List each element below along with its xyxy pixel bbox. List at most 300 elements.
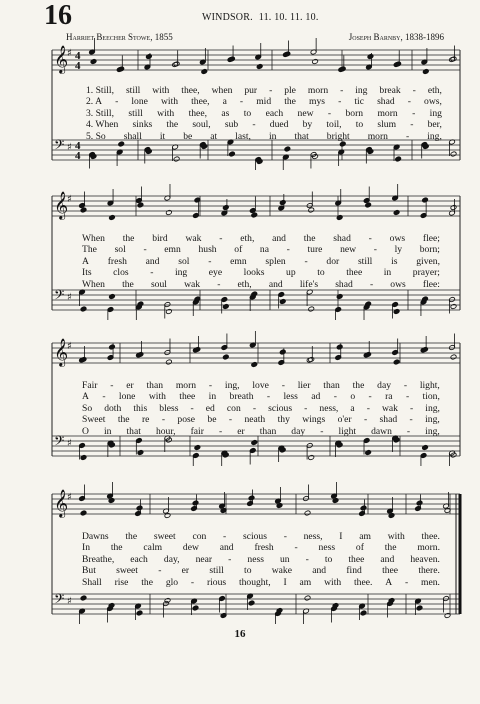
lyric-syllable: calm: [143, 542, 163, 554]
lyrics-block: [82, 233, 440, 290]
lyric-syllable: near: [195, 553, 213, 565]
lyric-syllable: ra: [385, 391, 393, 403]
lyric-syllable: ing: [429, 107, 442, 119]
verse-line: [82, 244, 440, 255]
lyric-syllable: scious: [268, 402, 293, 414]
lyric-syllable: er: [126, 380, 134, 391]
lyric-syllable: -: [412, 107, 416, 119]
lyric-syllable: shad: [333, 233, 351, 244]
page-number: 16: [234, 628, 246, 640]
lyric-syllable: of: [355, 542, 364, 554]
lyric-syllable: Its: [82, 267, 92, 279]
lyric-syllable: to: [324, 553, 333, 565]
lyric-syllable: shad: [379, 414, 398, 426]
lyric-syllable: with: [148, 391, 166, 403]
lyric-syllable: -: [143, 244, 147, 256]
bass-clef-icon: 𝄢: [54, 433, 65, 452]
verse-line: [86, 85, 442, 96]
lyric-syllable: and: [380, 553, 395, 565]
verse-line: [82, 426, 440, 437]
lyric-syllable: mys: [309, 96, 326, 108]
lyric-syllable: in: [208, 391, 217, 403]
lyric-syllable: soul: [150, 278, 167, 290]
lyric-syllable: thee: [382, 565, 399, 577]
lyric-syllable: -: [404, 576, 409, 588]
lyric-syllable: con: [226, 402, 241, 414]
lyric-syllable: day: [291, 425, 306, 437]
lyric-syllable: lone: [118, 391, 136, 403]
lyric-syllable: sinks: [132, 119, 153, 131]
lyric-syllable: as: [221, 107, 230, 119]
lyric-syllable: with: [324, 576, 342, 588]
lyric-syllable: re: [141, 414, 150, 426]
lyric-syllable: -: [403, 380, 408, 391]
verse-line: [86, 108, 442, 119]
lyric-syllable: flee:: [422, 278, 440, 290]
lyric-syllable: find: [346, 565, 362, 577]
lyric-syllable: clos: [113, 267, 129, 279]
lyric-syllable: -: [368, 233, 372, 244]
lyric-syllable: born: [345, 107, 364, 119]
lyric-syllable: thee,: [191, 96, 210, 108]
lyric-syllable: dawn: [371, 425, 392, 437]
lyric-syllable: the: [284, 96, 296, 108]
lyric-syllable: eye: [208, 267, 223, 279]
lyric-syllable: glo: [165, 576, 179, 588]
lyric-syllable: -: [102, 391, 106, 403]
lyric-syllable: shad: [335, 278, 353, 290]
lyric-syllable: bright: [326, 130, 350, 142]
lyric-syllable: and: [312, 565, 327, 577]
sharp-icon: ♯: [67, 492, 72, 503]
lyric-syllable: eth,: [427, 85, 442, 96]
lyric-syllable: am: [359, 531, 371, 542]
lyric-syllable: ing,: [427, 130, 442, 142]
lyric-syllable: sweet: [153, 531, 176, 542]
lyric-syllable: So: [82, 402, 93, 414]
lyric-syllable: -: [409, 414, 413, 426]
lyric-syllable: heaven.: [410, 553, 440, 565]
lyric-syllable: o: [350, 391, 356, 403]
lyric-syllable: 3. Still,: [86, 107, 114, 119]
lyric-syllable: ing,: [224, 380, 240, 391]
lyric-syllable: to: [355, 119, 364, 131]
lyric-syllable: sol: [178, 255, 190, 267]
lyric-syllable: -: [208, 255, 212, 267]
lyric-syllable: wake: [271, 565, 292, 577]
lyrics-block: [82, 531, 440, 588]
lyric-syllable: eth,: [240, 233, 255, 244]
verse-line: [82, 233, 440, 244]
lyric-syllable: A: [82, 391, 89, 403]
lyric-syllable: bless: [159, 402, 179, 414]
lyric-syllable: by: [302, 119, 313, 131]
lyric-syllable: hush: [198, 244, 217, 256]
lyric-syllable: and: [219, 542, 234, 554]
lyric-syllable: looks: [243, 267, 265, 279]
sharp-icon: ♯: [67, 341, 72, 352]
lyric-syllable: thee.: [353, 576, 373, 588]
lyric-syllable: still: [128, 107, 143, 119]
verse-line: [82, 391, 440, 402]
lyric-syllable: to: [317, 267, 325, 279]
lyric-syllable: breath: [229, 391, 254, 403]
lyric-syllable: -: [369, 278, 374, 290]
lyric-syllable: a: [222, 96, 227, 108]
lyric-syllable: ture: [307, 244, 323, 256]
lyric-syllable: the: [141, 576, 153, 588]
lyric-syllable: -: [158, 565, 162, 577]
lyric-syllable: ing: [355, 85, 368, 96]
lyric-syllable: to: [243, 107, 252, 119]
treble-clef-icon: 𝄞: [54, 45, 69, 73]
lyric-syllable: -: [208, 380, 213, 391]
lyric-syllable: con: [192, 531, 207, 542]
lyric-syllable: na: [259, 244, 269, 256]
lyric-syllable: the: [352, 380, 365, 391]
lyric-syllable: with: [157, 107, 175, 119]
lyric-syllable: -: [190, 576, 195, 588]
lyric-syllable: er: [237, 425, 245, 437]
lyric-syllable: -: [266, 391, 271, 403]
verse-line: [82, 267, 440, 278]
lyric-syllable: be: [183, 130, 193, 142]
lyric-syllable: -: [228, 553, 232, 565]
lyric-syllable: day: [377, 380, 392, 391]
verse-line: [82, 256, 440, 267]
lyric-syllable: -: [327, 107, 332, 119]
verse-line: [86, 119, 442, 130]
sharp-icon: ♯: [67, 194, 72, 205]
lyric-syllable: -: [305, 553, 309, 565]
lyric-syllable: in: [268, 130, 277, 142]
lyric-syllable: light: [338, 425, 357, 437]
verse-line: [82, 531, 440, 542]
lyric-syllable: love: [252, 380, 269, 391]
lyric-syllable: up: [286, 267, 296, 279]
lyric-syllable: men.: [421, 576, 440, 588]
lyric-syllable: ows: [390, 278, 406, 290]
lyric-syllable: in: [383, 267, 392, 279]
lyric-syllable: tic: [354, 96, 364, 108]
lyric-syllable: is: [391, 255, 398, 267]
sharp-icon: ♯: [67, 292, 72, 303]
tune-line: [202, 12, 319, 23]
lyric-syllable: morn: [175, 380, 197, 391]
lyric-syllable: new: [340, 244, 357, 256]
time-signature-digit: 4: [75, 50, 81, 62]
lyric-syllable: ness,: [319, 402, 339, 414]
lyric-syllable: ows,: [424, 96, 442, 108]
lyric-syllable: Fair: [82, 380, 98, 391]
lyric-syllable: fair: [190, 425, 204, 437]
lyric-syllable: when: [211, 85, 233, 96]
lyric-syllable: -: [161, 414, 166, 426]
lyric-syllable: -: [407, 96, 411, 108]
lyric-syllable: -: [366, 402, 370, 414]
lyric-syllable: light,: [419, 380, 440, 391]
lyric-syllable: with: [160, 96, 179, 108]
lyric-syllable: ad: [311, 391, 321, 403]
lyric-syllable: ing,: [425, 425, 440, 437]
lyric-syllable: -: [363, 414, 368, 426]
lyric-syllable: and: [145, 255, 160, 267]
lyric-syllable: born;: [419, 244, 440, 256]
lyric-syllable: Dawns: [82, 531, 109, 542]
lyric-syllable: -: [412, 85, 416, 96]
lyric-syllable: pose: [177, 414, 195, 426]
treble-clef-icon: 𝄞: [54, 191, 69, 219]
lyric-syllable: -: [281, 380, 285, 391]
lyric-syllable: of: [234, 244, 243, 256]
lyric-syllable: -: [217, 278, 221, 290]
lyric-syllable: soul,: [192, 119, 211, 131]
lyric-syllable: with: [152, 85, 170, 96]
verse-line: [82, 542, 440, 553]
lyric-syllable: thee,: [181, 85, 200, 96]
treble-staff: [52, 489, 460, 518]
lyric-syllable: a: [350, 402, 355, 414]
lyric-syllable: than: [259, 425, 277, 437]
sharp-icon: ♯: [67, 142, 72, 153]
sharp-icon: ♯: [67, 438, 72, 449]
lyric-syllable: the: [125, 531, 138, 542]
time-signature-digit: 4: [75, 140, 81, 152]
lyric-syllable: -: [320, 425, 324, 437]
lyric-syllable: er: [181, 565, 190, 577]
lyric-syllable: morn.: [417, 542, 440, 554]
lyric-syllable: rious: [206, 576, 227, 588]
lyric-syllable: -: [150, 267, 154, 279]
lyric-syllable: -: [373, 244, 377, 256]
verse-line: [82, 279, 440, 290]
lyric-syllable: 5. So: [86, 130, 106, 142]
lyric-syllable: I: [283, 576, 287, 588]
lyric-syllable: new: [297, 107, 314, 119]
sharp-icon: ♯: [67, 48, 72, 59]
lyric-syllable: -: [405, 130, 410, 142]
verse-line: [86, 96, 442, 107]
lyric-syllable: -: [338, 96, 342, 108]
lyric-syllable: morn: [377, 107, 398, 119]
lyric-syllable: -: [228, 414, 233, 426]
lyric-syllable: -: [218, 425, 223, 437]
lyric-syllable: When: [82, 278, 105, 290]
lyric-syllable: and: [268, 278, 283, 290]
lyric-syllable: be: [207, 414, 217, 426]
verse-line: [82, 380, 440, 391]
lyric-syllable: ing: [174, 267, 188, 279]
lyrics-block: [82, 380, 440, 437]
lyric-syllable: pur: [244, 85, 258, 96]
lyric-syllable: ple: [284, 85, 296, 96]
bass-clef-icon: 𝄢: [54, 591, 65, 610]
lyric-syllable: -: [269, 85, 273, 96]
verse-line: [82, 565, 440, 576]
lyric-syllable: wings: [302, 414, 326, 426]
lyric-syllable: un: [279, 553, 290, 565]
composer-credit: Joseph Barnby, 1838-1896: [348, 32, 444, 42]
lyric-syllable: -: [304, 255, 308, 267]
bass-clef-icon: 𝄢: [54, 137, 65, 156]
time-signature-digit: 4: [75, 60, 81, 72]
lyric-syllable: shad: [377, 96, 395, 108]
lyric-syllable: -: [333, 391, 337, 403]
verse-line: [86, 131, 442, 142]
lyric-syllable: wak: [381, 402, 398, 414]
lyric-syllable: break: [379, 85, 401, 96]
lyric-syllable: still: [125, 85, 141, 96]
lyric-syllable: -: [286, 244, 290, 256]
lyric-syllable: this: [133, 402, 148, 414]
tune-name: WINDSOR.: [202, 12, 253, 23]
lyric-syllable: thee: [348, 553, 365, 565]
lyric-syllable: -: [410, 402, 414, 414]
lyric-syllable: o'er: [337, 414, 352, 426]
lyric-syllable: than: [323, 380, 340, 391]
lyric-syllable: 2. A: [86, 96, 102, 108]
lyric-syllable: given,: [416, 255, 440, 267]
lyric-syllable: that: [126, 425, 141, 437]
lyric-syllable: life's: [299, 278, 319, 290]
lyric-syllable: ing,: [425, 414, 440, 426]
lyric-syllable: splen: [265, 255, 286, 267]
lyric-syllable: at: [210, 130, 218, 142]
lyric-syllable: fresh: [107, 255, 127, 267]
lyric-syllable: dued: [269, 119, 289, 131]
lyric-syllable: emn: [230, 255, 247, 267]
lyric-syllable: ly: [394, 244, 403, 256]
lyric-syllable: -: [252, 119, 256, 131]
lyric-syllable: wak: [185, 233, 202, 244]
lyric-syllable: am: [299, 576, 312, 588]
lyric-syllable: ness: [318, 542, 336, 554]
lyric-syllable: fresh: [254, 542, 274, 554]
treble-clef-icon: 𝄞: [54, 489, 69, 517]
lyric-syllable: -: [115, 96, 119, 108]
lyric-syllable: the: [384, 542, 397, 554]
treble-staff: [52, 45, 460, 74]
lyric-syllable: In: [82, 542, 90, 554]
lyric-syllable: last,: [235, 130, 251, 142]
lyric-syllable: 4. When: [86, 119, 119, 131]
hymn-number: 16: [44, 0, 72, 31]
author-credit: Harriet Beecher Stowe, 1855: [66, 32, 173, 42]
lyric-syllable: with: [387, 531, 405, 542]
lyric-syllable: sub: [224, 119, 239, 131]
lyric-syllable: -: [304, 402, 308, 414]
lyric-syllable: and: [272, 233, 286, 244]
lyric-syllable: ing,: [425, 402, 440, 414]
lyric-syllable: A: [385, 576, 393, 588]
lyric-syllable: slum: [377, 119, 397, 131]
tune-meter: 11. 10. 11. 10.: [258, 12, 319, 23]
lyric-syllable: sweet: [116, 565, 138, 577]
time-signature-digit: 4: [75, 150, 81, 162]
lyric-syllable: toil,: [326, 119, 342, 131]
lyric-syllable: When: [82, 233, 105, 244]
lyric-syllable: bird: [152, 233, 168, 244]
verse-line: [82, 577, 440, 588]
lyric-syllable: dew: [182, 542, 199, 554]
lyric-syllable: -: [405, 391, 410, 403]
lyric-syllable: to: [244, 565, 252, 577]
lyric-syllable: dor: [326, 255, 340, 267]
bass-clef-icon: 𝄢: [54, 287, 65, 306]
sharp-icon: ♯: [67, 596, 72, 607]
lyric-syllable: the: [303, 233, 316, 244]
lyric-syllable: Breathe,: [82, 553, 115, 565]
lyric-syllable: -: [406, 425, 411, 437]
lyric-syllable: hour,: [155, 425, 176, 437]
lyric-syllable: sol: [114, 244, 126, 256]
lyric-syllable: rise: [114, 576, 129, 588]
lyric-syllable: day,: [163, 553, 180, 565]
lyric-syllable: neath: [244, 414, 266, 426]
lyric-syllable: each: [130, 553, 148, 565]
lyric-syllable: thought,: [238, 576, 271, 588]
lyric-syllable: -: [252, 402, 257, 414]
lyric-syllable: A: [82, 255, 89, 267]
lyric-syllable: ber,: [427, 119, 442, 131]
lyric-syllable: -: [294, 542, 298, 554]
lyric-syllable: lier: [297, 380, 311, 391]
lyric-syllable: -: [283, 531, 287, 542]
lyric-syllable: eth,: [237, 278, 252, 290]
lyric-syllable: the: [122, 278, 134, 290]
lyric-syllable: -: [190, 402, 194, 414]
lyric-syllable: -: [223, 531, 227, 542]
lyric-syllable: thy: [277, 414, 290, 426]
lyric-syllable: there.: [418, 565, 440, 577]
lyric-syllable: each: [265, 107, 284, 119]
lyric-syllable: ed: [205, 402, 215, 414]
lyric-syllable: -: [219, 233, 223, 244]
lyric-syllable: in: [103, 425, 112, 437]
verse-line: [82, 414, 440, 425]
lyric-syllable: wak: [184, 278, 201, 290]
lyric-syllable: emn: [164, 244, 181, 256]
lyric-syllable: morn: [307, 85, 329, 96]
lyric-syllable: flee;: [422, 233, 440, 244]
lyric-syllable: doth: [104, 402, 122, 414]
verse-line: [82, 554, 440, 565]
lyric-syllable: morn: [367, 130, 388, 142]
lyric-syllable: than: [146, 380, 164, 391]
lyric-syllable: prayer;: [412, 267, 440, 279]
lyric-syllable: it: [159, 130, 166, 142]
lyric-syllable: tion,: [422, 391, 440, 403]
lyric-syllable: scious: [242, 531, 267, 542]
lyrics-block: [86, 85, 442, 142]
lyric-syllable: 1. Still,: [86, 85, 114, 96]
lyric-syllable: the: [117, 414, 130, 426]
lyric-syllable: -: [340, 85, 344, 96]
lyric-syllable: that: [294, 130, 309, 142]
lyric-syllable: thee: [346, 267, 363, 279]
lyric-syllable: I: [339, 531, 343, 542]
lyric-syllable: the: [110, 542, 123, 554]
lyric-syllable: thee: [179, 391, 196, 403]
lyric-syllable: The: [82, 244, 97, 256]
lyric-syllable: -: [110, 380, 114, 391]
lyric-syllable: -: [410, 119, 414, 131]
treble-clef-icon: 𝄞: [54, 338, 69, 366]
lyric-syllable: Sweet: [82, 414, 106, 426]
lyric-syllable: ness: [247, 553, 264, 565]
verse-line: [82, 403, 440, 414]
lyric-syllable: But: [82, 565, 96, 577]
